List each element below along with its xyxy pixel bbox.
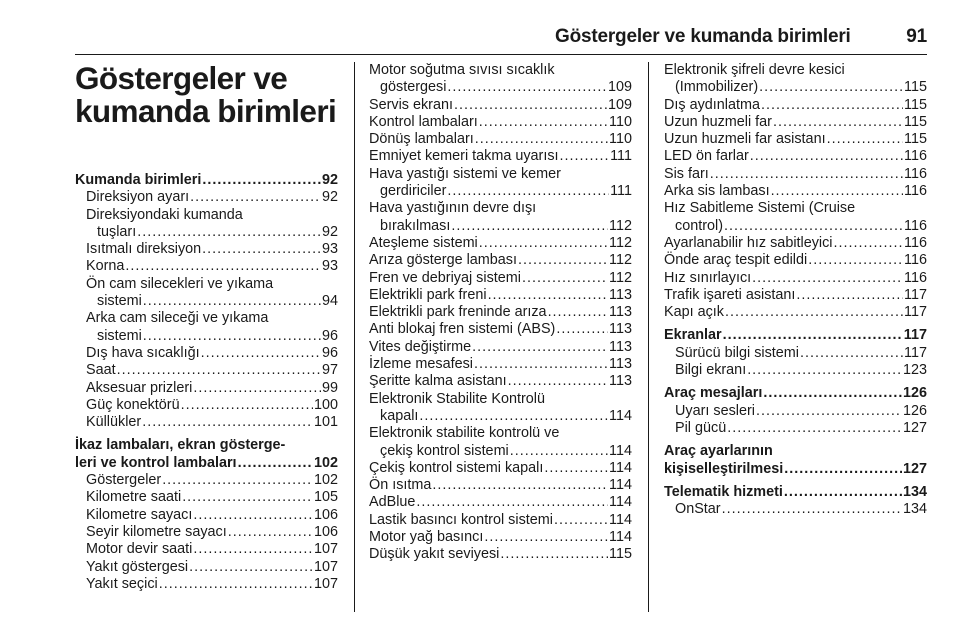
toc-page: 114: [609, 477, 632, 494]
toc-label: Korna: [86, 258, 125, 275]
toc-page: 102: [313, 472, 338, 489]
toc-section[interactable]: [664, 484, 927, 501]
toc-label: Anti blokaj fren sistemi (ABS): [369, 321, 556, 338]
toc-label: Aksesuar prizleri: [86, 379, 193, 396]
toc-page: 109: [607, 79, 632, 96]
toc-page: 106: [313, 523, 338, 540]
toc-page: 92: [321, 223, 338, 240]
toc-entry[interactable]: [75, 241, 338, 258]
toc-entry[interactable]: [75, 472, 338, 489]
toc-entry[interactable]: [75, 541, 338, 558]
toc-entry[interactable]: [369, 200, 632, 235]
toc-label: Sis farı: [664, 165, 709, 182]
toc-page: 134: [902, 483, 927, 500]
toc-label: Arka sis lambası: [664, 183, 770, 200]
toc-entry[interactable]: [369, 131, 632, 148]
toc-label-cont: bırakılması: [380, 217, 451, 234]
toc-label: OnStar: [675, 501, 721, 518]
toc-entry[interactable]: [664, 345, 927, 362]
toc-label: Dış aydınlatma: [664, 96, 760, 113]
toc-label: Kontrol lambaları: [369, 113, 478, 130]
toc-entry[interactable]: [664, 304, 927, 321]
toc-entry[interactable]: [369, 494, 632, 511]
toc-label: Motor yağ basıncı: [369, 529, 484, 546]
toc-page: 116: [904, 252, 927, 269]
toc-label: Hava yastığı sistemi ve kemer: [369, 165, 561, 182]
toc-entry[interactable]: [664, 148, 927, 165]
toc-page: 93: [321, 241, 338, 258]
toc-label: Araç ayarlarının: [664, 443, 773, 460]
toc-label: Küllükler: [86, 414, 142, 431]
toc-label: AdBlue: [369, 494, 416, 511]
toc-entry[interactable]: [369, 373, 632, 390]
toc-label: Ayarlanabilir hız sabitleyici: [664, 234, 833, 251]
toc-section[interactable]: [664, 443, 927, 478]
toc-label-cont: tuşları: [97, 223, 137, 240]
toc-page: 92: [321, 189, 338, 206]
toc-page: 113: [609, 338, 632, 355]
toc-page: 93: [321, 258, 338, 275]
toc-entry[interactable]: [369, 97, 632, 114]
toc-page: 113: [609, 373, 632, 390]
toc-page: 112: [609, 252, 632, 269]
toc-entry[interactable]: [664, 235, 927, 252]
toc-label: Motor devir saati: [86, 541, 193, 558]
toc-label-cont: sistemi: [97, 293, 142, 310]
toc-label-cont: sistemi: [97, 327, 142, 344]
toc-label: Pil gücü: [675, 419, 727, 436]
toc-entry[interactable]: [75, 276, 338, 311]
toc-entry[interactable]: [664, 114, 927, 131]
toc-page: 97: [321, 362, 338, 379]
toc-page: 116: [904, 183, 927, 200]
toc-entry[interactable]: [75, 414, 338, 431]
toc-entry[interactable]: [369, 512, 632, 529]
toc-entry[interactable]: [369, 321, 632, 338]
toc-entry[interactable]: [369, 339, 632, 356]
toc-entry[interactable]: [664, 252, 927, 269]
toc-entry[interactable]: [664, 362, 927, 379]
toc-entry[interactable]: [369, 252, 632, 269]
toc-entry[interactable]: [75, 559, 338, 576]
toc-entry[interactable]: [369, 304, 632, 321]
toc-entry[interactable]: [369, 477, 632, 494]
toc-label: Emniyet kemeri takma uyarısı: [369, 148, 559, 165]
toc-label-cont: çekiş kontrol sistemi: [380, 442, 509, 459]
toc-entry[interactable]: [75, 189, 338, 206]
toc-label: Elektrikli park freninde arıza: [369, 304, 547, 321]
toc-entry[interactable]: [75, 507, 338, 524]
toc-label: Ekranlar: [664, 327, 722, 344]
toc-page: 126: [902, 402, 927, 419]
toc-label: Hız Sabitleme Sistemi (Cruise: [664, 200, 856, 217]
toc-label: Yakıt göstergesi: [86, 558, 189, 575]
toc-page: 105: [313, 489, 338, 506]
toc-page: 94: [321, 293, 338, 310]
toc-label: İkaz lambaları, ekran gösterge-: [75, 437, 286, 454]
toc-page: 96: [321, 344, 338, 361]
toc-entry[interactable]: [369, 460, 632, 477]
toc-entry[interactable]: [664, 420, 927, 437]
toc-entry[interactable]: [664, 287, 927, 304]
toc-label-cont: control): [675, 217, 723, 234]
toc-label: Araç mesajları: [664, 385, 763, 402]
toc-page: 126: [902, 385, 927, 402]
toc-entry[interactable]: [664, 166, 927, 183]
toc-label-cont: gerdiriciler: [380, 183, 447, 200]
toc-label: Güç konektörü: [86, 396, 180, 413]
toc-label: Sürücü bilgi sistemi: [675, 344, 799, 361]
toc-label: Hız sınırlayıcı: [664, 269, 752, 286]
toc-entry[interactable]: [664, 131, 927, 148]
toc-label: Kapı açık: [664, 304, 724, 321]
toc-entry[interactable]: [369, 425, 632, 460]
toc-page: 113: [609, 304, 632, 321]
toc-label: LED ön farlar: [664, 148, 749, 165]
toc-page: 116: [904, 165, 927, 182]
toc-label: Uzun huzmeli far: [664, 113, 772, 130]
toc-label: Direksiyondaki kumanda: [86, 206, 243, 223]
toc-page: 117: [904, 344, 927, 361]
toc-label: Arıza gösterge lambası: [369, 252, 517, 269]
header-title: Göstergeler ve kumanda birimleri: [555, 26, 851, 47]
toc-entry[interactable]: [369, 166, 632, 201]
toc-page: 106: [313, 506, 338, 523]
toc-label: Bilgi ekranı: [675, 362, 747, 379]
toc-page: 123: [902, 362, 927, 379]
toc-entry[interactable]: [75, 489, 338, 506]
toc-label: Fren ve debriyaj sistemi: [369, 269, 521, 286]
toc-entry[interactable]: [75, 362, 338, 379]
toc-label: Telematik hizmeti: [664, 483, 783, 500]
toc-label: Ön cam silecekleri ve yıkama: [86, 275, 274, 292]
toc-entry[interactable]: [75, 380, 338, 397]
toc-page: 112: [609, 234, 632, 251]
toc-label: İzleme mesafesi: [369, 356, 473, 373]
toc-label: Hava yastığının devre dışı: [369, 200, 537, 217]
toc-page: 115: [904, 79, 927, 96]
toc-label: Çekiş kontrol sistemi kapalı: [369, 459, 544, 476]
toc-page: 111: [610, 183, 632, 200]
toc-section[interactable]: [75, 437, 338, 472]
toc-page: 107: [313, 541, 338, 558]
toc-label-cont: kapalı: [380, 407, 419, 424]
page-number: 91: [906, 26, 927, 47]
toc-page: 107: [313, 558, 338, 575]
toc-page: 96: [321, 327, 338, 344]
toc-page: 116: [904, 148, 927, 165]
toc-page: 114: [609, 494, 632, 511]
toc-page: 117: [904, 286, 927, 303]
toc-label: Şeritte kalma asistanı: [369, 373, 507, 390]
toc-entry[interactable]: [369, 529, 632, 546]
column-divider-2: [648, 62, 649, 612]
toc-label: Elektronik şifreli devre kesici: [664, 62, 845, 78]
toc-page: 115: [904, 131, 927, 148]
toc-page: 110: [609, 113, 632, 130]
toc-entry[interactable]: [369, 148, 632, 165]
toc-page: 116: [904, 269, 927, 286]
toc-page: 117: [904, 304, 927, 321]
toc-label: Trafik işareti asistanı: [664, 286, 796, 303]
toc-label: Kilometre sayacı: [86, 506, 193, 523]
toc-entry[interactable]: [664, 501, 927, 518]
toc-page: 92: [321, 172, 338, 188]
toc-section[interactable]: [664, 327, 927, 344]
toc-section[interactable]: [75, 172, 338, 189]
toc-page: 134: [902, 501, 927, 518]
toc-entry[interactable]: [75, 258, 338, 275]
toc-page: 101: [313, 414, 338, 431]
toc-label: Isıtmalı direksiyon: [86, 241, 202, 258]
toc-page: 114: [609, 407, 632, 424]
toc-page: 127: [902, 460, 927, 477]
toc-page: 112: [609, 217, 632, 234]
toc-page: 113: [609, 321, 632, 338]
column-divider-1: [354, 62, 355, 612]
toc-page: 114: [609, 529, 632, 546]
toc-label: Kumanda birimleri: [75, 172, 202, 188]
toc-label: Yakıt seçici: [86, 575, 158, 592]
toc-label: Arka cam sileceği ve yıkama: [86, 310, 269, 327]
toc-label: Dönüş lambaları: [369, 131, 474, 148]
toc-entry[interactable]: [75, 310, 338, 345]
toc-label: Lastik basıncı kontrol sistemi: [369, 511, 553, 528]
toc-page: 113: [609, 356, 632, 373]
toc-entry[interactable]: [369, 235, 632, 252]
toc-entry[interactable]: [75, 576, 338, 593]
toc-label: Önde araç tespit edildi: [664, 252, 808, 269]
toc-page: 116: [904, 234, 927, 251]
toc-label: Göstergeler: [86, 472, 162, 489]
toc-label: Düşük yakıt seviyesi: [369, 546, 500, 563]
toc-entry[interactable]: [664, 62, 927, 97]
toc-page: 110: [609, 131, 632, 148]
toc-entry[interactable]: [369, 391, 632, 426]
header-rule: [75, 54, 927, 55]
toc-entry[interactable]: [369, 287, 632, 304]
toc-label: Servis ekranı: [369, 96, 453, 113]
toc-page: 114: [609, 442, 632, 459]
toc-column-1: [75, 172, 338, 593]
toc-label-cont: kişiselleştirilmesi: [664, 460, 784, 477]
toc-label: Dış hava sıcaklığı: [86, 344, 200, 361]
toc-page: 109: [607, 96, 632, 113]
toc-page: 111: [610, 148, 632, 165]
toc-entry[interactable]: [75, 345, 338, 362]
toc-page: 114: [609, 459, 632, 476]
toc-label-cont: göstergesi: [380, 79, 447, 96]
toc-label: Elektronik Stabilite Kontrolü: [369, 390, 545, 407]
toc-page: 115: [609, 546, 632, 563]
toc-entry[interactable]: [369, 270, 632, 287]
chapter-title-line-1: Göstergeler ve: [75, 60, 288, 96]
toc-label: Ön ısıtma: [369, 477, 432, 494]
toc-entry[interactable]: [664, 270, 927, 287]
toc-label: Motor soğutma sıvısı sıcaklık: [369, 62, 555, 78]
toc-label: Uzun huzmeli far asistanı: [664, 131, 826, 148]
toc-label: Saat: [86, 362, 116, 379]
toc-entry[interactable]: [664, 97, 927, 114]
toc-page: 99: [321, 379, 338, 396]
toc-page: 112: [609, 269, 632, 286]
toc-label: Seyir kilometre sayacı: [86, 523, 227, 540]
toc-label-cont: (Immobilizer): [675, 79, 759, 96]
toc-entry[interactable]: [369, 546, 632, 563]
toc-entry[interactable]: [664, 403, 927, 420]
toc-page: 117: [903, 327, 927, 344]
toc-column-2: [369, 62, 632, 564]
chapter-title-line-2: kumanda birimleri: [75, 93, 337, 129]
toc-label-cont: leri ve kontrol lambaları: [75, 454, 237, 471]
toc-label: Ateşleme sistemi: [369, 234, 478, 251]
toc-column-3: [664, 62, 927, 518]
toc-page: 127: [902, 419, 927, 436]
toc-label: Kilometre saati: [86, 489, 182, 506]
toc-entry[interactable]: [369, 62, 632, 97]
toc-page: 116: [904, 217, 927, 234]
toc-entry[interactable]: [75, 397, 338, 414]
toc-entry[interactable]: [664, 183, 927, 200]
toc-label: Uyarı sesleri: [675, 402, 755, 419]
toc-page: 115: [904, 96, 927, 113]
toc-entry[interactable]: [75, 524, 338, 541]
toc-label: Elektronik stabilite kontrolü ve: [369, 425, 560, 442]
toc-page: 114: [609, 511, 632, 528]
toc-entry[interactable]: [369, 356, 632, 373]
toc-section[interactable]: [664, 385, 927, 402]
toc-page: 107: [313, 575, 338, 592]
toc-label: Elektrikli park freni: [369, 286, 487, 303]
toc-page: 113: [609, 286, 632, 303]
toc-entry[interactable]: [75, 207, 338, 242]
toc-label: Direksiyon ayarı: [86, 189, 190, 206]
toc-entry[interactable]: [664, 200, 927, 235]
toc-page: 100: [313, 396, 338, 413]
toc-page: 102: [313, 454, 338, 471]
toc-label: Vites değiştirme: [369, 338, 472, 355]
toc-page: 115: [904, 113, 927, 130]
toc-entry[interactable]: [369, 114, 632, 131]
chapter-title: [75, 62, 336, 128]
